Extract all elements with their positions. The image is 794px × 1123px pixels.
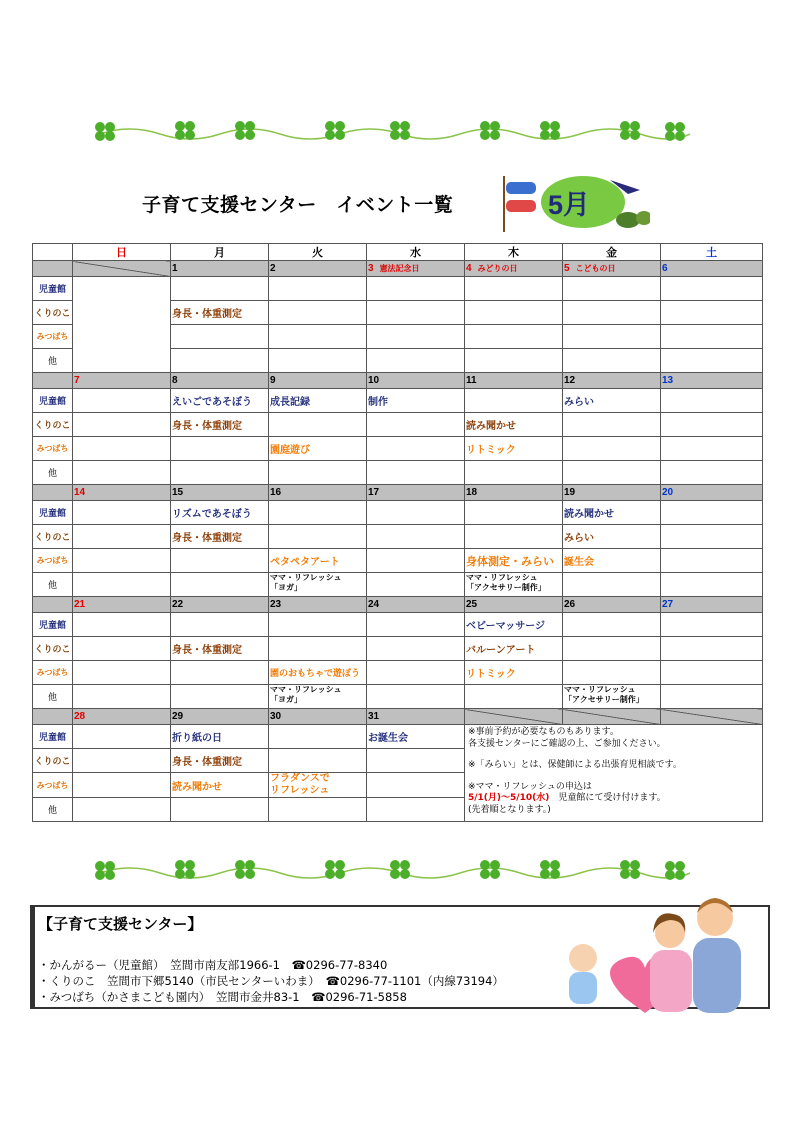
event-cell: みらい: [563, 525, 661, 549]
row-label-mitsubachi: みつばち: [33, 325, 73, 349]
event-cell: みらい: [563, 389, 661, 413]
event-cell: リトミック: [465, 661, 563, 685]
row-label-jidoukan: 児童館: [33, 725, 73, 749]
date-row: [33, 597, 763, 613]
weekday-wed: 水: [367, 244, 465, 261]
weekday-thu: 木: [465, 244, 563, 261]
event-cell: 身長・体重測定: [171, 413, 269, 437]
date-cell: 6: [661, 261, 763, 277]
date-cell: 31: [367, 709, 465, 725]
date-cell: 25: [465, 597, 563, 613]
row-label-jidoukan: 児童館: [33, 613, 73, 637]
date-cell: 24: [367, 597, 465, 613]
weekday-tue: 火: [269, 244, 367, 261]
weekday-mon: 月: [171, 244, 269, 261]
date-cell: 19: [563, 485, 661, 501]
date-row: [33, 373, 763, 389]
row-label-mitsubachi: みつばち: [33, 661, 73, 685]
date-cell: 14: [73, 485, 171, 501]
clover-border-bottom: [90, 855, 690, 885]
event-cell: 身体測定・みらい: [465, 549, 563, 573]
row-label-other: 他: [33, 461, 73, 485]
date-cell: 3 憲法記念日: [367, 261, 465, 277]
page-title: 子育て支援センター イベント一覧: [142, 194, 454, 216]
date-cell: 12: [563, 373, 661, 389]
info-line-jidoukan: ・かんがるー（児童館） 笠間市南友部1966-1 ☎0296-77-8340: [38, 958, 388, 972]
event-cell: お誕生会: [367, 725, 465, 749]
family-illustration: [555, 888, 745, 1016]
notes-box: ※事前予約が必要なものもあります。 各支援センターにご確認の上、ご参加ください。 ※「みらい」とは、保健師による出張育児相談です。 ※ママ・リフレッシュの申込は 5/1(月)～5/10(水) 児童館にて受け付けます。 (先着順となります。): [465, 725, 763, 822]
row-label-other: 他: [33, 573, 73, 597]
clover-border-top: [90, 116, 690, 146]
date-cell: 18: [465, 485, 563, 501]
date-row: [33, 261, 763, 277]
holiday-label: こどもの日: [575, 264, 616, 273]
date-cell: 28: [73, 709, 171, 725]
row-label-kurinoko: くりのこ: [33, 749, 73, 773]
weekday-sun: 日: [73, 244, 171, 261]
event-cell: 読み聞かせ: [563, 501, 661, 525]
date-row: [33, 485, 763, 501]
event-cell: 身長・体重測定: [171, 749, 269, 773]
date-cell: 11: [465, 373, 563, 389]
diagonal-cell: [465, 709, 563, 725]
weekday-header: [33, 244, 763, 261]
date-cell: 22: [171, 597, 269, 613]
event-cell: 読み聞かせ: [465, 413, 563, 437]
event-cell: 身長・体重測定: [171, 525, 269, 549]
row-label-other: 他: [33, 798, 73, 822]
weekday-fri: 金: [563, 244, 661, 261]
event-cell: 園のおもちゃで遊ぼう: [269, 661, 367, 685]
date-cell: 10: [367, 373, 465, 389]
info-line-mitsubachi: ・みつばち（かさまこども園内） 笠間市金井83-1 ☎0296-71-5858: [38, 990, 407, 1004]
date-cell: 2: [269, 261, 367, 277]
date-cell: 16: [269, 485, 367, 501]
date-cell: 15: [171, 485, 269, 501]
date-cell: 27: [661, 597, 763, 613]
event-cell: リズムであそぼう: [171, 501, 269, 525]
date-cell: 26: [563, 597, 661, 613]
event-cell: リトミック: [465, 437, 563, 461]
holiday-label: 憲法記念日: [379, 264, 420, 273]
date-cell: 20: [661, 485, 763, 501]
row-label-jidoukan: 児童館: [33, 389, 73, 413]
event-calendar: [32, 243, 763, 822]
date-cell: 5 こどもの日: [563, 261, 661, 277]
event-cell: フラダンスで リフレッシュ: [269, 773, 367, 798]
row-label-kurinoko: くりのこ: [33, 301, 73, 325]
date-cell: 7: [73, 373, 171, 389]
event-cell: 身長・体重測定: [171, 301, 269, 325]
event-cell: 身長・体重測定: [171, 637, 269, 661]
event-cell: 読み聞かせ: [171, 773, 269, 798]
event-cell: 園庭遊び: [269, 437, 367, 461]
row-label-kurinoko: くりのこ: [33, 637, 73, 661]
date-cell: 4 みどりの日: [465, 261, 563, 277]
event-cell: 誕生会: [563, 549, 661, 573]
event-cell: えいごであそぼう: [171, 389, 269, 413]
row-label-mitsubachi: みつばち: [33, 437, 73, 461]
date-cell: 13: [661, 373, 763, 389]
date-cell: 23: [269, 597, 367, 613]
date-cell: 1: [171, 261, 269, 277]
row-label-kurinoko: くりのこ: [33, 525, 73, 549]
event-cell: 制作: [367, 389, 465, 413]
event-cell: ママ・リフレッシュ 「アクセサリー制作」: [563, 685, 661, 709]
info-title: 【子育て支援センター】: [38, 915, 203, 933]
date-cell: 30: [269, 709, 367, 725]
row-label-mitsubachi: みつばち: [33, 773, 73, 798]
info-line-kurinoko: ・くりのこ 笠間市下郷5140（市民センターいわま） ☎0296-77-1101（内線73194）: [38, 974, 504, 988]
date-cell: 8: [171, 373, 269, 389]
event-cell: ママ・リフレッシュ 「アクセサリー制作」: [465, 573, 563, 597]
date-cell: 9: [269, 373, 367, 389]
event-cell: ママ・リフレッシュ 「ヨガ」: [269, 685, 367, 709]
diagonal-cell: [73, 261, 171, 277]
diagonal-cell: [563, 709, 661, 725]
row-label-other: 他: [33, 349, 73, 373]
event-cell: ペタペタアート: [269, 549, 367, 573]
month-label: 5月: [548, 190, 591, 220]
event-cell: 折り紙の日: [171, 725, 269, 749]
row-label-other: 他: [33, 685, 73, 709]
date-row: [33, 709, 763, 725]
date-cell: 21: [73, 597, 171, 613]
event-cell: バルーンアート: [465, 637, 563, 661]
event-cell: 成長記録: [269, 389, 367, 413]
diagonal-cell: [661, 709, 763, 725]
row-label-kurinoko: くりのこ: [33, 413, 73, 437]
row-label-jidoukan: 児童館: [33, 501, 73, 525]
date-cell: 29: [171, 709, 269, 725]
weekday-sat: 土: [661, 244, 763, 261]
date-cell: 17: [367, 485, 465, 501]
row-label-mitsubachi: みつばち: [33, 549, 73, 573]
holiday-label: みどりの日: [477, 264, 518, 273]
event-cell: ママ・リフレッシュ 「ヨガ」: [269, 573, 367, 597]
row-label-jidoukan: 児童館: [33, 277, 73, 301]
event-cell: ベビーマッサージ: [465, 613, 563, 637]
